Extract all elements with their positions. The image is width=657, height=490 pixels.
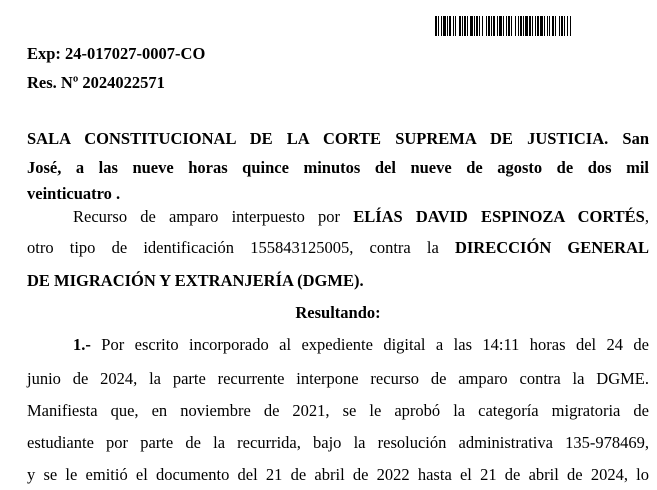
body-line-1 (27, 335, 649, 355)
body-line-4: estudiante por parte de la recurrida, bajo la resolución administrativa 135-978469, (27, 433, 649, 452)
expediente-number: Exp: 24-017027-0007-CO (27, 44, 206, 63)
recurso-comma: , (644, 207, 649, 226)
recurrente-name: ELÍAS DAVID ESPINOZA CORTÉS (353, 207, 645, 226)
recurso-text: Recurso de amparo interpuesto por (73, 207, 354, 226)
recurso-text-2: otro tipo de identificación 155843125005, contra la (27, 238, 455, 257)
recurso-line-2 (27, 238, 649, 258)
resolution-number: Res. Nº 2024022571 (27, 73, 165, 92)
body-line-3: Manifiesta que, en noviembre de 2021, se le aprobó la categoría migratoria de (27, 401, 649, 420)
body-line-2: junio de 2024, la parte recurrente interpone recurso de amparo contra la DGME. (27, 369, 649, 388)
barcode (435, 16, 647, 36)
recurso-line-3: DE MIGRACIÓN Y EXTRANJERÍA (DGME). (27, 271, 364, 290)
body-line-5: y se le emitió el documento del 21 de abril de 2022 hasta el 21 de abril de 2024, lo (27, 465, 649, 484)
recurrida-name: DIRECCIÓN GENERAL (454, 238, 649, 257)
body-text-1: Por escrito incorporado al expediente digital a las 14:11 horas del 24 de (90, 335, 649, 354)
recurso-line-1 (27, 207, 649, 227)
item-number: 1.- (73, 335, 91, 354)
resultando-heading: Resultando: (295, 303, 381, 322)
opening-line-3: veinticuatro . (27, 184, 121, 203)
opening-line-1: SALA CONSTITUCIONAL DE LA CORTE SUPREMA DE JUSTICIA. San (27, 129, 649, 148)
opening-line-2: José, a las nueve horas quince minutos del nueve de agosto de dos mil (27, 158, 649, 177)
